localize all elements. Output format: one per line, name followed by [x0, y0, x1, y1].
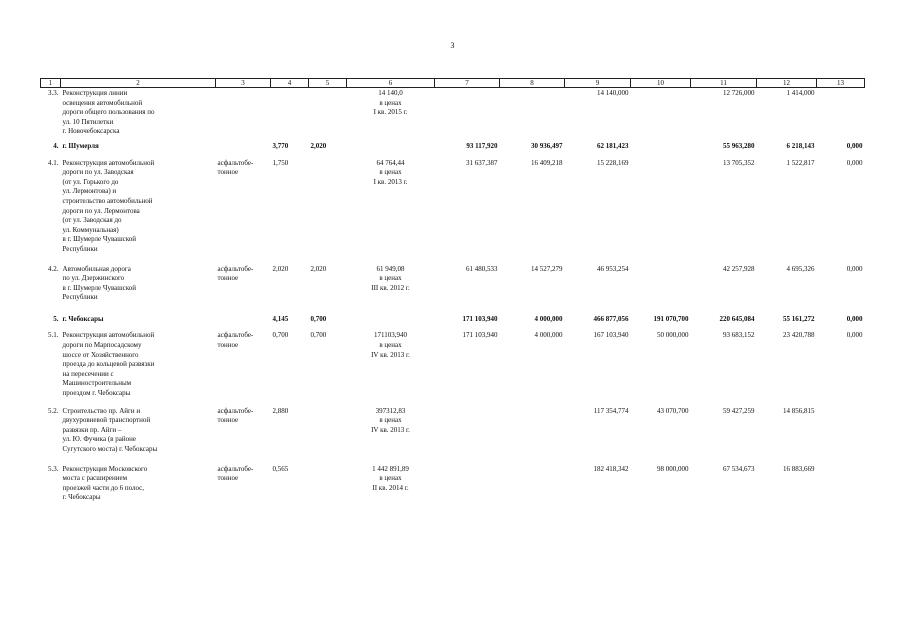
value-col-7: 31 637,387: [466, 158, 498, 167]
value-col-9: 167 103,940: [593, 331, 629, 340]
value-col-7: [435, 464, 500, 503]
surface-type: [216, 141, 271, 158]
value-col-10: [631, 88, 691, 141]
column-header: 4: [271, 79, 309, 88]
length-commissioned: 2,020: [310, 264, 327, 273]
value-col-8: [500, 88, 565, 141]
table-row: [41, 406, 865, 464]
estimated-cost: 171103,940 в ценах IV кв. 2013 г.: [371, 331, 410, 359]
column-header: 10: [631, 79, 691, 88]
estimated-cost: [347, 314, 435, 331]
value-col-7: 61 480,533: [466, 264, 498, 273]
column-header: 6: [347, 79, 435, 88]
surface-type: асфальтобе- тонное: [217, 158, 254, 177]
value-col-12: 55 161,272: [783, 314, 815, 323]
value-col-13: 0,000: [846, 264, 863, 273]
value-col-11: 13 705,352: [723, 158, 755, 167]
column-header: 1: [41, 79, 61, 88]
length-commissioned: 0,700: [310, 331, 327, 340]
value-col-13: [817, 88, 865, 141]
estimated-cost: 14 140,0 в ценах I кв. 2015 г.: [373, 89, 408, 117]
length-total: 1,750: [272, 158, 289, 167]
value-col-11: 220 645,084: [719, 314, 755, 323]
value-col-8: 16 409,218: [531, 158, 563, 167]
object-name: г. Шумерля: [62, 141, 99, 150]
length-total: [271, 88, 309, 141]
value-col-10: [631, 141, 691, 158]
row-number: 4.: [53, 141, 59, 150]
value-col-11: 67 534,673: [723, 464, 755, 473]
value-col-9: 117 354,774: [593, 406, 629, 415]
section-total-row: [41, 314, 865, 331]
value-col-9: 466 877,056: [593, 314, 629, 323]
value-col-11: 93 683,152: [723, 331, 755, 340]
column-header: 13: [817, 79, 865, 88]
value-col-9: 182 418,342: [593, 464, 629, 473]
value-col-8: 4 000,000: [534, 314, 563, 323]
value-col-9: 14 140,000: [597, 89, 629, 97]
value-col-7: 171 103,940: [462, 314, 498, 323]
row-number: 5.: [53, 314, 59, 323]
value-col-12: 1 522,817: [786, 158, 815, 167]
length-total: 4,145: [272, 314, 289, 323]
value-col-7: [435, 88, 500, 141]
object-name: Реконструкция линии освещения автомобильной дороги общего пользования по ул. 10 Пятилетки г. Новочебоксарска: [62, 89, 155, 136]
column-header: 9: [565, 79, 631, 88]
surface-type: асфальтобе- тонное: [217, 406, 254, 425]
value-col-8: 30 936,497: [531, 141, 563, 150]
column-header: 11: [691, 79, 757, 88]
estimated-cost: 1 442 891,89 в ценах II кв. 2014 г.: [372, 464, 409, 492]
column-header: 2: [61, 79, 216, 88]
length-commissioned: [309, 158, 347, 264]
page-number: 3: [450, 41, 455, 50]
column-header: 7: [435, 79, 500, 88]
column-header: 8: [500, 79, 565, 88]
row-number: 4.2.: [48, 264, 59, 273]
row-number: 5.1.: [48, 331, 59, 340]
table-row: [41, 464, 865, 503]
surface-type: асфальтобе- тонное: [217, 331, 254, 350]
value-col-12: 14 856,815: [783, 406, 815, 415]
table-row: [41, 158, 865, 264]
length-commissioned: 2,020: [310, 141, 327, 150]
value-col-12: 4 695,326: [786, 264, 815, 273]
object-name: Реконструкция автомобильной дороги по Марпосадскому шоссе от Хозяйственного проезда до кольцевой развязки на пересечении с Машиностроительным проездом г. Чебоксары: [62, 331, 155, 398]
value-col-8: [500, 406, 565, 464]
length-total: 2,880: [272, 406, 289, 415]
value-col-13: 0,000: [846, 331, 863, 340]
value-col-10: 191 070,700: [653, 314, 689, 323]
object-name: Автомобильная дорога по ул. Дзержинского в г. Шумерле Чувашской Республики: [62, 264, 137, 302]
row-number: 4.1.: [48, 158, 59, 167]
column-number-row: [41, 79, 865, 88]
object-name: Строительство пр. Айги и двухуровневой транспортной развязки пр. Айги – ул. Ю. Фучика (в районе Сугутского моста) г. Чебоксары: [62, 406, 158, 453]
length-commissioned: [309, 88, 347, 141]
surface-type: асфальтобе- тонное: [217, 464, 254, 483]
row-number: 3.3.: [48, 89, 59, 97]
investment-table: [40, 78, 865, 503]
value-col-9: 46 953,254: [597, 264, 629, 273]
object-name: г. Чебоксары: [62, 314, 104, 323]
value-col-8: [500, 464, 565, 503]
length-total: 2,020: [272, 264, 289, 273]
table-row: [41, 88, 865, 141]
table-row: [41, 330, 865, 405]
length-total: 0,565: [272, 464, 289, 473]
value-col-7: [435, 406, 500, 464]
value-col-10: [631, 264, 691, 314]
length-total: 3,770: [272, 141, 289, 150]
object-name: Реконструкция автомобильной дороги по ул. Заводская (от ул. Горького до ул. Лермонтова) и строительство автомобильной дороги по ул. Лермонтова (от ул. Заводская до ул. Коммунальная) в г. Шумерле Чувашской Республики: [62, 158, 155, 253]
surface-type: асфальтобе- тонное: [217, 264, 254, 283]
estimated-cost: 397312,83 в ценах IV кв. 2013 г.: [371, 406, 410, 434]
value-col-12: 23 420,788: [783, 331, 815, 340]
estimated-cost: 64 764,44 в ценах I кв. 2013 г.: [373, 158, 408, 186]
value-col-13: 0,000: [846, 158, 863, 167]
value-col-8: 4 000,000: [534, 331, 563, 340]
value-col-13: [817, 464, 865, 503]
section-total-row: [41, 141, 865, 158]
length-total: 0,700: [272, 331, 289, 340]
value-col-11: 55 963,280: [723, 141, 755, 150]
value-col-11: 59 427,259: [723, 406, 755, 415]
row-number: 5.3.: [48, 464, 59, 473]
value-col-10: 50 000,000: [657, 331, 689, 340]
value-col-10: 43 070,700: [657, 406, 689, 415]
value-col-9: 15 228,169: [597, 158, 629, 167]
table-row: [41, 264, 865, 314]
value-col-11: 12 726,000: [723, 89, 755, 97]
row-number: 5.2.: [48, 406, 59, 415]
value-col-9: 62 181,423: [597, 141, 629, 150]
surface-type: [216, 314, 271, 331]
value-col-10: [631, 158, 691, 264]
estimated-cost: [347, 141, 435, 158]
value-col-13: 0,000: [846, 141, 863, 150]
value-col-13: 0,000: [846, 314, 863, 323]
length-commissioned: 0,700: [310, 314, 327, 323]
surface-type: [216, 88, 271, 141]
value-col-7: 93 117,920: [466, 141, 498, 150]
length-commissioned: [309, 406, 347, 464]
value-col-11: 42 257,928: [723, 264, 755, 273]
value-col-12: 6 218,143: [786, 141, 815, 150]
estimated-cost: 61 949,08 в ценах III кв. 2012 г.: [371, 264, 410, 292]
value-col-10: 98 000,000: [657, 464, 689, 473]
column-header: 3: [216, 79, 271, 88]
length-commissioned: [309, 464, 347, 503]
value-col-13: [817, 406, 865, 464]
value-col-12: 1 414,000: [786, 89, 815, 97]
column-header: 5: [309, 79, 347, 88]
value-col-12: 16 883,669: [783, 464, 815, 473]
column-header: 12: [757, 79, 817, 88]
object-name: Реконструкция Московского моста с расширением проезжей части до 6 полос, г. Чебоксары: [62, 464, 148, 502]
value-col-7: 171 103,940: [462, 331, 498, 340]
value-col-8: 14 527,279: [531, 264, 563, 273]
